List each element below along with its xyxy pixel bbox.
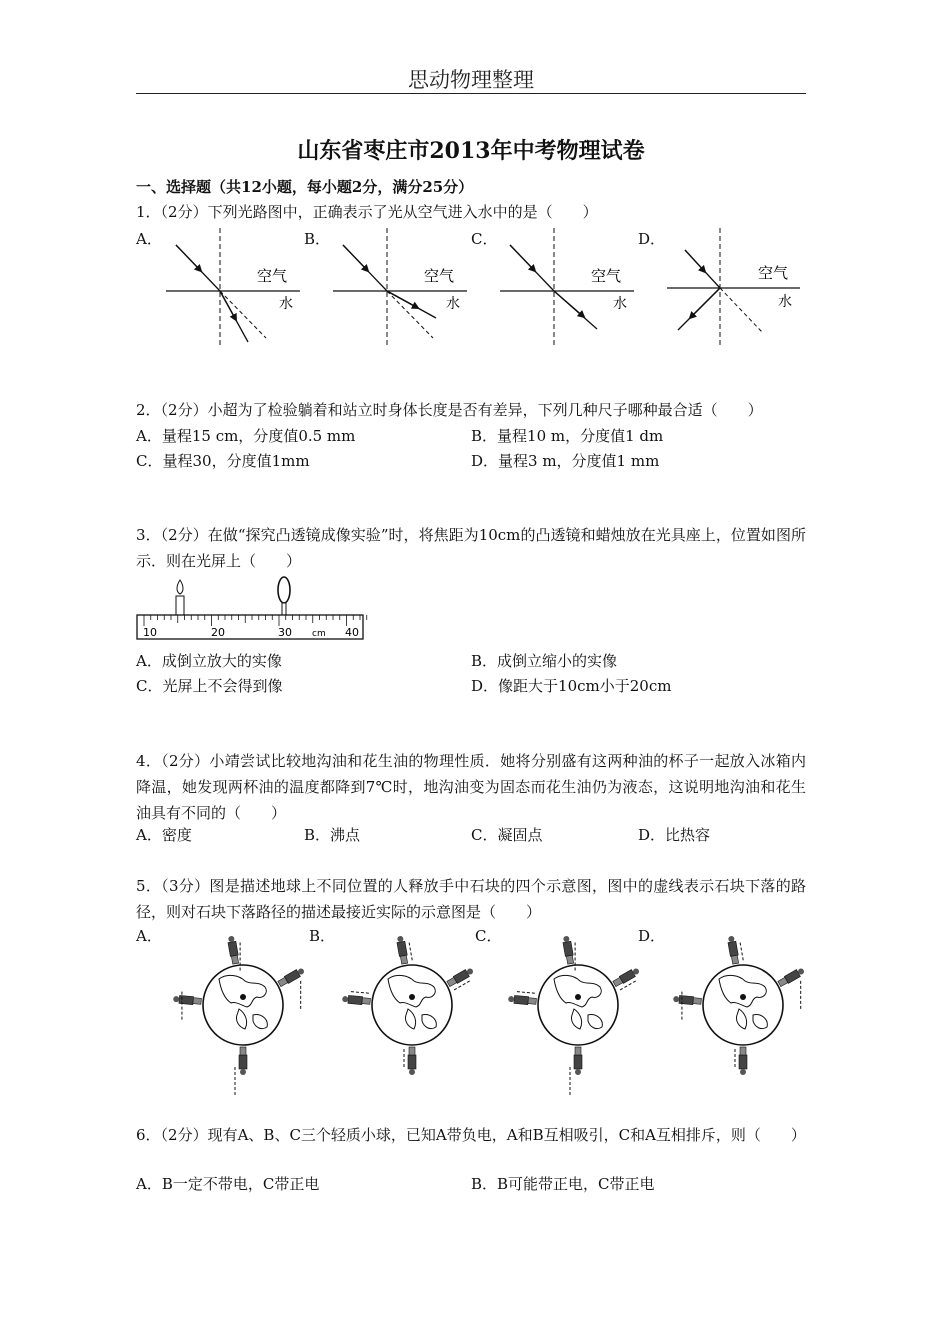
q1-d-air-label: 空气: [758, 264, 789, 282]
q1-b-air-label: 空气: [424, 267, 455, 285]
person-icon: [777, 967, 805, 988]
question-3-stem: 3．（2分）在做“探究凸透镜成像实验”时，将焦距为10cm的凸透镜和蜡烛放在光具座上，位置如图所示．则在光屏上（ ）: [136, 526, 806, 570]
fall-path: [517, 992, 535, 994]
q5-globe-figure: [342, 935, 475, 1075]
q5-option-c-label: C．: [475, 927, 502, 945]
page-header: 思动物理整理: [408, 68, 534, 92]
person-icon: [396, 935, 409, 964]
q1-b-water-label: 水: [446, 296, 460, 312]
q3-option-b: B．成倒立缩小的实像: [471, 652, 618, 670]
q3-option-c: C．光屏上不会得到像: [136, 677, 283, 695]
person-icon: [408, 1047, 416, 1075]
question-5-stem: 5．（3分）图是描述地球上不同位置的人释放手中石块的四个示意图，图中的虚线表示石块下落的路径，则对石块下落路径的描述最接近实际的示意图是（ ）: [136, 877, 806, 921]
q5-option-b-label: B．: [309, 927, 336, 945]
q3-optical-bench: [130, 572, 370, 644]
section-heading: 一、选择题（共12小题，每小题2分，满分25分）: [136, 178, 474, 196]
fall-path: [740, 943, 743, 961]
q5-globe-figure: [173, 935, 306, 1095]
person-icon: [227, 935, 240, 964]
candle-icon: [176, 580, 184, 615]
q1-option-d-label: D．: [638, 230, 666, 248]
q2-option-c: C．量程30，分度值1mm: [136, 452, 310, 470]
ruler-label-10: 10: [143, 626, 157, 639]
person-icon: [173, 995, 202, 1005]
q1-option-a-label: A．: [136, 230, 162, 248]
person-icon: [727, 935, 740, 964]
person-icon: [612, 967, 640, 988]
exam-title: 山东省枣庄市2013年中考物理试卷: [297, 138, 645, 164]
person-icon: [342, 995, 371, 1005]
ruler-label-20: 20: [211, 626, 225, 639]
person-icon: [508, 995, 537, 1005]
globe-icon: [203, 965, 283, 1045]
q1-c-water-label: 水: [613, 296, 627, 312]
q1-a-air-label: 空气: [257, 267, 288, 285]
q6-option-a: A．B一定不带电，C带正电: [136, 1175, 320, 1193]
q1-option-b-label: B．: [304, 230, 331, 248]
question-6-stem: 6．（2分）现有A、B、C三个轻质小球，已知A带负电，A和B互相吸引，C和A互相排斥，则（ ）: [136, 1126, 806, 1144]
q2-option-b: B．量程10 m，分度值1 dm: [471, 427, 664, 445]
q4-option-c: C．凝固点: [471, 826, 543, 844]
q6-option-b: B．B可能带正电，C带正电: [471, 1175, 655, 1193]
globe-icon: [538, 965, 618, 1045]
person-icon: [673, 995, 702, 1005]
ruler-label-30: 30: [278, 626, 292, 639]
person-icon: [574, 1047, 582, 1075]
q5-option-a-label: A．: [136, 927, 162, 945]
q5-option-d-label: D．: [638, 927, 666, 945]
q4-option-d: D．比热容: [638, 826, 711, 844]
q1-diagram-a: [166, 228, 300, 346]
q4-option-b: B．沸点: [304, 826, 361, 844]
person-icon: [277, 967, 305, 988]
q1-option-c-label: C．: [471, 230, 498, 248]
q1-d-water-label: 水: [778, 294, 792, 310]
q2-option-a: A．量程15 cm，分度值0.5 mm: [136, 427, 356, 445]
convex-lens-icon: [278, 577, 290, 615]
fall-path: [351, 992, 369, 994]
q1-light-diagrams: [0, 0, 950, 360]
globe-icon: [703, 965, 783, 1045]
q3-option-a: A．成倒立放大的实像: [136, 652, 282, 670]
fall-path: [409, 943, 412, 961]
q5-globe-figure: [673, 935, 806, 1075]
q5-earth-diagrams: [0, 920, 950, 1100]
person-icon: [239, 1047, 247, 1075]
q1-diagram-d: [667, 228, 800, 346]
question-2-stem: 2．（2分）小超为了检验躺着和站立时身体长度是否有差异，下列几种尺子哪种最合适（ ）: [136, 401, 763, 419]
question-4-stem: 4．（2分）小靖尝试比较地沟油和花生油的物理性质．她将分别盛有这两种油的杯子一起放入冰箱内降温，她发现两杯油的温度都降到7℃时，地沟油变为固态而花生油仍为液态，这说明地沟油和花生油具有不同的（ ）: [136, 752, 806, 822]
q2-option-d: D．量程3 m，分度值1 mm: [471, 452, 660, 470]
q1-diagram-c: [500, 228, 634, 346]
question-1-stem: 1．（2分）下列光路图中，正确表示了光从空气进入水中的是（ ）: [136, 203, 598, 221]
person-icon: [446, 967, 474, 988]
q1-c-air-label: 空气: [591, 267, 622, 285]
q4-option-a: A．密度: [136, 826, 192, 844]
person-icon: [562, 935, 575, 964]
ruler-unit-label: cm: [312, 629, 326, 639]
q5-globe-figure: [508, 935, 641, 1095]
q1-a-water-label: 水: [279, 296, 293, 312]
q1-diagram-b: [333, 228, 467, 346]
q3-option-d: D．像距大于10cm小于20cm: [471, 677, 672, 695]
globe-icon: [372, 965, 452, 1045]
person-icon: [739, 1047, 747, 1075]
ruler-label-40: 40: [345, 626, 359, 639]
